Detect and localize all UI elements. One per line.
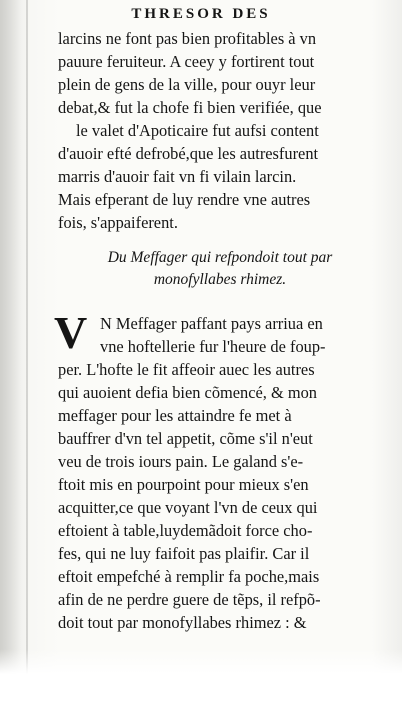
text-line: afin de ne perdre guere de tẽps, il refpõ- — [58, 590, 321, 609]
page-bottom-margin — [0, 649, 402, 711]
text-line: d'auoir efté defrobé,que les autresfurent — [58, 144, 319, 163]
text-line: fois, s'appaiferent. — [58, 213, 178, 232]
text-line: debat,& fut la chofe fi bien verifiée, que — [58, 98, 322, 117]
section-heading-line: Du Meffager qui refpondoit tout par — [107, 249, 333, 266]
paragraph-1 — [58, 27, 370, 234]
text-line: ftoit mis en pourpoint pour mieux s'en — [58, 475, 309, 494]
text-line: doit tout par monofyllabes rhimez : & — [58, 613, 307, 632]
text-line: N Meffager paffant pays arriua en — [100, 314, 323, 333]
binding-crease — [26, 0, 28, 711]
text-line: eftoient à table,luydemãdoit force cho- — [58, 521, 313, 540]
text-line: meffager pour les attaindre fe met à — [58, 406, 292, 425]
text-line: qui auoient defia bien cõmencé, & mon — [58, 383, 317, 402]
running-head: THRESOR DES — [131, 6, 271, 22]
text-line: Mais efperant de luy rendre vne autres — [58, 190, 311, 209]
section-heading — [70, 247, 370, 291]
text-line: veu de trois iours pain. Le galand s'e- — [58, 452, 304, 471]
text-line: fes, qui ne luy faifoit pas plaifir. Car il — [58, 544, 310, 563]
text-line: bauffrer d'vn tel appetit, cõme s'il n'eut — [58, 429, 313, 448]
text-line: plein de gens de la ville, pour ouyr leur — [58, 75, 316, 94]
text-line: pauure feruiteur. A ceey y fortirent tout — [58, 52, 315, 71]
drop-capital: V — [54, 307, 88, 358]
text-line: eftoit empefché à remplir fa poche,mais — [58, 567, 320, 586]
text-line: vne hoftellerie fur l'heure de foup- — [100, 337, 326, 356]
text-line: marris d'auoir fait vn fi vilain larcin. — [58, 167, 297, 186]
text-line: acquitter,ce que voyant l'vn de ceux qui — [58, 498, 318, 517]
section-heading-line: monofyllabes rhimez. — [153, 271, 287, 288]
paragraph-2 — [58, 312, 370, 634]
text-line: per. L'hofte le fit affeoir auec les autres — [58, 360, 315, 379]
text-line: le valet d'Apoticaire fut aufsi content — [76, 121, 319, 140]
text-line: larcins ne font pas bien profitables à vn — [58, 29, 317, 48]
